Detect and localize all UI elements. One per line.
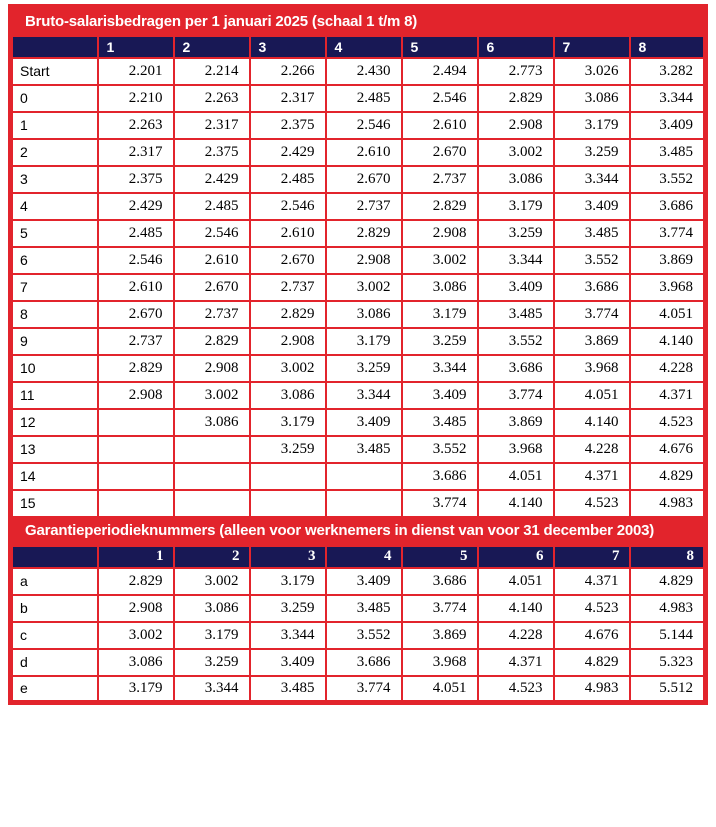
salary-cell: 2.908: [250, 328, 326, 355]
salary-cell: 2.485: [98, 220, 174, 247]
salary-cell: 3.344: [326, 382, 402, 409]
column-header: 7: [554, 546, 630, 568]
row-label: 15: [11, 490, 98, 517]
salary-cell: 4.228: [478, 622, 554, 649]
salary-cell: [98, 409, 174, 436]
row-label: 9: [11, 328, 98, 355]
table-row: [11, 220, 706, 247]
salary-cell: 2.737: [402, 166, 478, 193]
table-row: [11, 436, 706, 463]
salary-cell: 4.676: [630, 436, 706, 463]
column-header: 3: [250, 36, 326, 58]
salary-cell: 3.686: [402, 568, 478, 595]
row-label: 2: [11, 139, 98, 166]
salary-cell: 3.086: [250, 382, 326, 409]
salary-cell: 3.409: [554, 193, 630, 220]
salary-cell: 3.259: [554, 139, 630, 166]
table-row: [11, 649, 706, 676]
salary-cell: 2.829: [250, 301, 326, 328]
salary-cell: 3.086: [174, 595, 250, 622]
salary-cell: 4.983: [554, 676, 630, 703]
salary-cell: 3.344: [478, 247, 554, 274]
salary-cell: 3.686: [326, 649, 402, 676]
salary-cell: 2.670: [174, 274, 250, 301]
salary-cell: 3.485: [554, 220, 630, 247]
salary-cell: 3.179: [478, 193, 554, 220]
column-header: 4: [326, 36, 402, 58]
salary-cell: 5.323: [630, 649, 706, 676]
salary-cell: 2.610: [402, 112, 478, 139]
table-row: [11, 328, 706, 355]
salary-cell: [98, 463, 174, 490]
salary-cell: 2.908: [478, 112, 554, 139]
row-label: 14: [11, 463, 98, 490]
salary-cell: 3.179: [402, 301, 478, 328]
salary-cell: 2.610: [250, 220, 326, 247]
salary-cell: 3.002: [174, 382, 250, 409]
salary-cell: 3.002: [98, 622, 174, 649]
salary-cell: 2.829: [98, 568, 174, 595]
table2-body: [11, 568, 706, 703]
salary-cell: 4.371: [554, 463, 630, 490]
salary-cell: 3.282: [630, 58, 706, 85]
salary-cell: 4.140: [554, 409, 630, 436]
salary-cell: 2.210: [98, 85, 174, 112]
salary-cell: 2.829: [478, 85, 554, 112]
salary-cell: 3.774: [402, 595, 478, 622]
salary-cell: 4.983: [630, 490, 706, 517]
salary-cell: [326, 490, 402, 517]
table2-header-row: [11, 546, 706, 568]
salary-cell: 3.002: [174, 568, 250, 595]
salary-cell: 3.869: [630, 247, 706, 274]
column-header: 2: [174, 36, 250, 58]
salary-cell: [98, 490, 174, 517]
salary-cell: 2.546: [402, 85, 478, 112]
salary-cell: 3.179: [554, 112, 630, 139]
salary-cell: 2.375: [98, 166, 174, 193]
salary-cell: 3.686: [478, 355, 554, 382]
row-label: 13: [11, 436, 98, 463]
salary-cell: 2.201: [98, 58, 174, 85]
row-label: 6: [11, 247, 98, 274]
salary-cell: 2.829: [402, 193, 478, 220]
row-label: 5: [11, 220, 98, 247]
header-corner-cell: [11, 546, 98, 568]
salary-cell: 2.670: [250, 247, 326, 274]
salary-cell: [250, 463, 326, 490]
salary-cell: 3.344: [554, 166, 630, 193]
salary-cell: 2.908: [98, 382, 174, 409]
salary-cell: 3.968: [478, 436, 554, 463]
salary-cell: 2.829: [98, 355, 174, 382]
salary-cell: 2.546: [98, 247, 174, 274]
column-header: 5: [402, 36, 478, 58]
salary-cell: 4.371: [630, 382, 706, 409]
salary-cell: [326, 463, 402, 490]
salary-cell: 3.179: [326, 328, 402, 355]
salary-cell: 2.485: [250, 166, 326, 193]
salary-cell: 2.908: [98, 595, 174, 622]
table-row: [11, 85, 706, 112]
table-row: [11, 166, 706, 193]
table1-title: Bruto-salarisbedragen per 1 januari 2025 (schaal 1 t/m 8): [11, 7, 706, 36]
salary-cell: 2.670: [402, 139, 478, 166]
table2-title-row: [11, 517, 706, 546]
table-row: [11, 568, 706, 595]
salary-cell: 3.409: [250, 649, 326, 676]
salary-cell: 3.409: [326, 568, 402, 595]
salary-cell: [174, 490, 250, 517]
salary-cell: 3.344: [174, 676, 250, 703]
salary-cell: 3.869: [478, 409, 554, 436]
row-label: 11: [11, 382, 98, 409]
salary-cell: 3.179: [250, 568, 326, 595]
salary-cell: 3.409: [326, 409, 402, 436]
table1-title-row: [11, 7, 706, 36]
table-row: [11, 409, 706, 436]
salary-cell: 2.375: [250, 112, 326, 139]
salary-cell: 3.774: [630, 220, 706, 247]
salary-cell: 2.737: [250, 274, 326, 301]
table-row: [11, 463, 706, 490]
column-header: 1: [98, 546, 174, 568]
salary-cell: 2.737: [174, 301, 250, 328]
salary-cell: 4.983: [630, 595, 706, 622]
salary-cell: 3.259: [250, 595, 326, 622]
salary-cell: 4.523: [630, 409, 706, 436]
salary-cell: 3.552: [554, 247, 630, 274]
salary-cell: 2.737: [98, 328, 174, 355]
salary-cell: 3.485: [326, 436, 402, 463]
table-row: [11, 595, 706, 622]
salary-cell: 3.002: [250, 355, 326, 382]
salary-cell: 2.430: [326, 58, 402, 85]
column-header: 5: [402, 546, 478, 568]
salary-cell: 3.409: [630, 112, 706, 139]
salary-cell: 3.686: [630, 193, 706, 220]
salary-cell: 3.485: [630, 139, 706, 166]
salary-cell: 4.829: [554, 649, 630, 676]
table-row: [11, 247, 706, 274]
salary-cell: 3.002: [402, 247, 478, 274]
salary-cell: 2.429: [250, 139, 326, 166]
row-label: b: [11, 595, 98, 622]
salary-cell: 3.485: [250, 676, 326, 703]
salary-cell: 4.523: [478, 676, 554, 703]
row-label: 4: [11, 193, 98, 220]
salary-cell: 3.344: [630, 85, 706, 112]
salary-cell: 2.494: [402, 58, 478, 85]
column-header: 4: [326, 546, 402, 568]
salary-cell: 4.140: [630, 328, 706, 355]
salary-cell: 3.552: [478, 328, 554, 355]
salary-cell: 3.552: [402, 436, 478, 463]
salary-cell: 5.512: [630, 676, 706, 703]
salary-cell: 3.869: [402, 622, 478, 649]
column-header: 6: [478, 36, 554, 58]
salary-cell: [174, 463, 250, 490]
salary-cell: 4.228: [630, 355, 706, 382]
row-label: 10: [11, 355, 98, 382]
salary-cell: 3.774: [478, 382, 554, 409]
row-label: 0: [11, 85, 98, 112]
column-header: 8: [630, 36, 706, 58]
salary-cell: 3.485: [402, 409, 478, 436]
column-header: 2: [174, 546, 250, 568]
salary-cell: 3.686: [554, 274, 630, 301]
salary-cell: 4.829: [630, 463, 706, 490]
salary-cell: 3.259: [174, 649, 250, 676]
salary-cell: 2.610: [174, 247, 250, 274]
salary-cell: 2.546: [326, 112, 402, 139]
row-label: 1: [11, 112, 98, 139]
salary-cell: 4.523: [554, 490, 630, 517]
salary-cell: 2.908: [174, 355, 250, 382]
salary-cell: 2.610: [326, 139, 402, 166]
salary-cell: 3.259: [478, 220, 554, 247]
row-label: 7: [11, 274, 98, 301]
salary-cell: 4.051: [478, 568, 554, 595]
table-row: [11, 58, 706, 85]
row-label: 12: [11, 409, 98, 436]
table-row: [11, 301, 706, 328]
salary-cell: 3.344: [250, 622, 326, 649]
salary-cell: 4.676: [554, 622, 630, 649]
salary-cell: 2.429: [174, 166, 250, 193]
table-row: [11, 274, 706, 301]
salary-cell: 2.546: [250, 193, 326, 220]
salary-cell: 2.773: [478, 58, 554, 85]
salary-cell: 3.259: [402, 328, 478, 355]
salary-cell: 3.086: [98, 649, 174, 676]
salary-cell: 3.774: [402, 490, 478, 517]
salary-cell: 3.026: [554, 58, 630, 85]
salary-cell: 2.266: [250, 58, 326, 85]
salary-cell: 2.737: [326, 193, 402, 220]
salary-cell: 4.051: [630, 301, 706, 328]
salary-cell: 4.140: [478, 595, 554, 622]
salary-cell: 3.485: [326, 595, 402, 622]
table-row: [11, 382, 706, 409]
salary-cell: 3.086: [478, 166, 554, 193]
salary-cell: 3.774: [554, 301, 630, 328]
salary-cell: 3.002: [326, 274, 402, 301]
salary-cell: 2.610: [98, 274, 174, 301]
salary-cell: 3.968: [554, 355, 630, 382]
salary-cell: 3.409: [478, 274, 554, 301]
salary-cell: 3.552: [630, 166, 706, 193]
salary-cell: [98, 436, 174, 463]
salary-cell: 2.317: [98, 139, 174, 166]
row-label: 3: [11, 166, 98, 193]
row-label: Start: [11, 58, 98, 85]
salary-cell: 4.140: [478, 490, 554, 517]
table-row: [11, 676, 706, 703]
salary-cell: 2.375: [174, 139, 250, 166]
salary-cell: 4.051: [402, 676, 478, 703]
table1-title-section: [11, 7, 706, 58]
salary-cell: 2.670: [326, 166, 402, 193]
table-row: [11, 193, 706, 220]
table2-title: Garantieperiodieknummers (alleen voor werknemers in dienst van voor 31 december 2003): [11, 517, 706, 546]
salary-cell: 3.344: [402, 355, 478, 382]
column-header: 3: [250, 546, 326, 568]
salary-cell: 2.263: [174, 85, 250, 112]
salary-cell: 5.144: [630, 622, 706, 649]
salary-cell: 2.908: [326, 247, 402, 274]
salary-cell: 4.523: [554, 595, 630, 622]
salary-cell: 3.686: [402, 463, 478, 490]
table2-title-section: [11, 517, 706, 568]
table-row: [11, 355, 706, 382]
salary-cell: 3.409: [402, 382, 478, 409]
salary-cell: 4.829: [630, 568, 706, 595]
salary-cell: 4.051: [478, 463, 554, 490]
salary-cell: 3.086: [174, 409, 250, 436]
salary-cell: 2.485: [326, 85, 402, 112]
row-label: 8: [11, 301, 98, 328]
salary-cell: 3.968: [402, 649, 478, 676]
salary-cell: 3.002: [478, 139, 554, 166]
salary-cell: 3.086: [402, 274, 478, 301]
salary-cell: 2.263: [98, 112, 174, 139]
salary-cell: 3.179: [174, 622, 250, 649]
salary-cell: 4.371: [478, 649, 554, 676]
salary-cell: 4.228: [554, 436, 630, 463]
salary-cell: 2.829: [174, 328, 250, 355]
salary-cell: 2.429: [98, 193, 174, 220]
salary-cell: 3.179: [250, 409, 326, 436]
salary-cell: 2.485: [174, 193, 250, 220]
table-row: [11, 112, 706, 139]
salary-cell: 3.774: [326, 676, 402, 703]
salary-cell: 4.051: [554, 382, 630, 409]
table-row: [11, 139, 706, 166]
header-corner-cell: [11, 36, 98, 58]
row-label: d: [11, 649, 98, 676]
salary-cell: 3.086: [326, 301, 402, 328]
salary-cell: 3.179: [98, 676, 174, 703]
salary-cell: 3.259: [326, 355, 402, 382]
salary-cell: [174, 436, 250, 463]
salary-cell: 3.259: [250, 436, 326, 463]
salary-cell: 2.317: [250, 85, 326, 112]
table-row: [11, 622, 706, 649]
salary-cell: 3.552: [326, 622, 402, 649]
salary-cell: 2.317: [174, 112, 250, 139]
salary-cell: 2.829: [326, 220, 402, 247]
table1-header-row: [11, 36, 706, 58]
salary-cell: 2.670: [98, 301, 174, 328]
table-row: [11, 490, 706, 517]
column-header: 6: [478, 546, 554, 568]
row-label: a: [11, 568, 98, 595]
salary-scale-table: [8, 4, 708, 705]
salary-cell: 4.371: [554, 568, 630, 595]
column-header: 1: [98, 36, 174, 58]
table1-body: [11, 58, 706, 517]
salary-cell: 2.546: [174, 220, 250, 247]
column-header: 7: [554, 36, 630, 58]
salary-cell: 2.908: [402, 220, 478, 247]
row-label: e: [11, 676, 98, 703]
column-header: 8: [630, 546, 706, 568]
row-label: c: [11, 622, 98, 649]
salary-cell: 3.086: [554, 85, 630, 112]
salary-cell: 3.869: [554, 328, 630, 355]
salary-cell: 2.214: [174, 58, 250, 85]
salary-cell: [250, 490, 326, 517]
salary-cell: 3.485: [478, 301, 554, 328]
salary-cell: 3.968: [630, 274, 706, 301]
